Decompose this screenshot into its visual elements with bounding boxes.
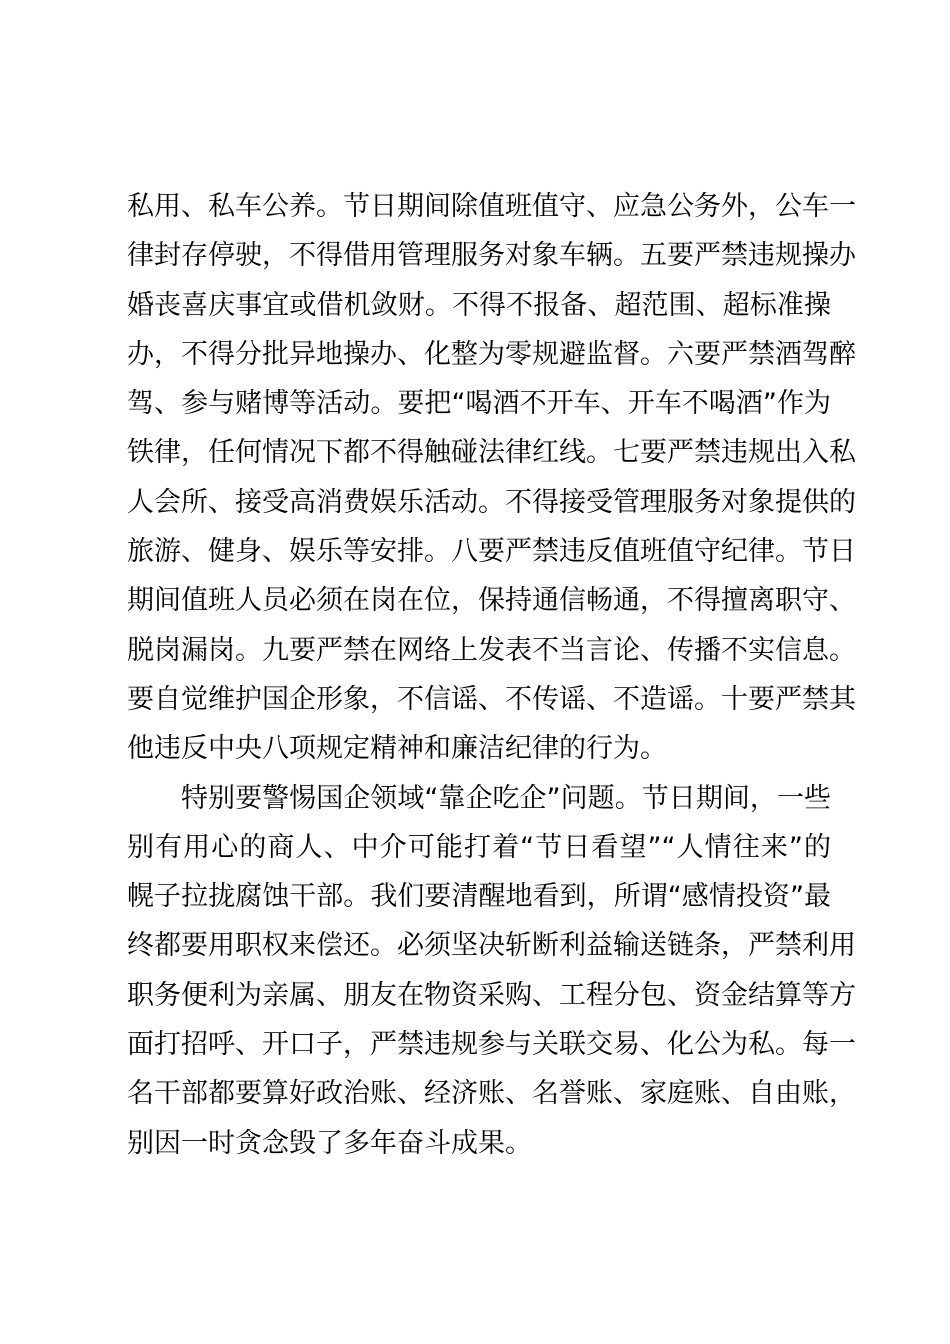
text-line: 铁律，任何情况下都不得触碰法律红线。七要严禁违规出入私 [127, 437, 856, 469]
body-text [127, 182, 856, 1168]
paragraph-2 [127, 774, 856, 1168]
text-line: 他违反中央八项规定精神和廉洁纪律的行为。 [127, 733, 667, 765]
text-line: 旅游、健身、娱乐等安排。八要严禁违反值班值守纪律。节日 [127, 536, 856, 568]
text-line: 职务便利为亲属、朋友在物资采购、工程分包、资金结算等方 [127, 979, 856, 1011]
text-line: 婚丧喜庆事宜或借机敛财。不得不报备、超范围、超标准操 [127, 289, 831, 321]
text-line: 办，不得分批异地操办、化整为零规避监督。六要严禁酒驾醉 [127, 338, 856, 370]
text-line: 期间值班人员必须在岗在位，保持通信畅通，不得擅离职守、 [127, 585, 856, 617]
text-line: 别有用心的商人、中介可能打着“节日看望”“人情往来”的 [127, 831, 831, 863]
text-line: 幌子拉拢腐蚀干部。我们要清醒地看到，所谓“感情投资”最 [127, 881, 831, 913]
text-line: 律封存停驶，不得借用管理服务对象车辆。五要严禁违规操办 [127, 240, 856, 272]
text-line: 要自觉维护国企形象，不信谣、不传谣、不造谣。十要严禁其 [127, 683, 856, 715]
text-line: 脱岗漏岗。九要严禁在网络上发表不当言论、传播不实信息。 [127, 634, 856, 666]
paragraph-1 [127, 182, 856, 774]
text-line: 名干部都要算好政治账、经济账、名誉账、家庭账、自由账， [127, 1078, 856, 1110]
text-line: 人会所、接受高消费娱乐活动。不得接受管理服务对象提供的 [127, 486, 856, 518]
text-line: 私用、私车公养。节日期间除值班值守、应急公务外，公车一 [127, 191, 856, 222]
text-line: 面打招呼、开口子，严禁违规参与关联交易、化公为私。每一 [127, 1029, 856, 1061]
text-line: 驾、参与赌博等活动。要把“喝酒不开车、开车不喝酒”作为 [127, 388, 831, 420]
text-line: 终都要用职权来偿还。必须坚决斩断利益输送链条，严禁利用 [127, 930, 856, 962]
text-line: 别因一时贪念毁了多年奋斗成果。 [127, 1127, 532, 1159]
text-line: 特别要警惕国企领域“靠企吃企”问题。节日期间，一些 [181, 782, 831, 814]
